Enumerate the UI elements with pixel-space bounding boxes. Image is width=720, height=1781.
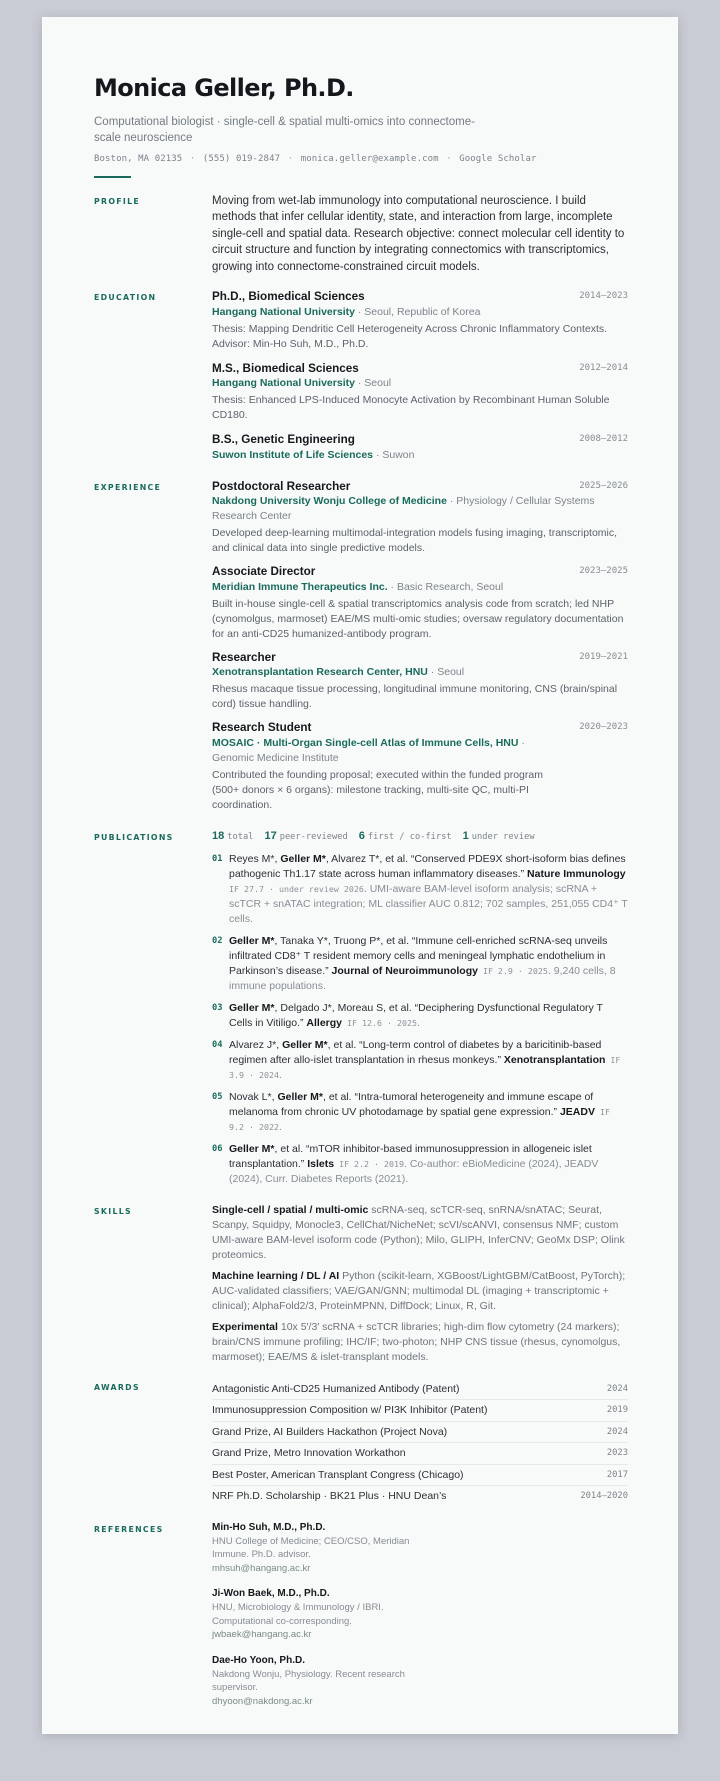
publication-number: 03	[212, 1002, 223, 1013]
contact-email-link[interactable]: monica.geller@example.com	[300, 154, 439, 164]
employer	[212, 665, 628, 680]
education-section	[94, 289, 628, 463]
citation-authors: Novak L*,	[229, 1090, 278, 1103]
employer-detail: · Physiology / Cellular Systems Research Center	[212, 495, 595, 523]
contact-location: Boston, MA 02135	[94, 154, 183, 164]
award-row	[212, 1465, 628, 1487]
reference-affiliation: HNU College of Medicine; CEO/CSO, Meridian Immune. Ph.D. advisor.	[212, 1535, 410, 1561]
section-label-education: EDUCATION	[94, 293, 157, 303]
employer-detail: · Genomic Medicine Institute	[212, 736, 525, 764]
citation-journal: Journal of Neuroimmunology	[331, 964, 478, 977]
citation-meta: IF 2.9 · 2025	[477, 965, 548, 976]
experience-list	[212, 479, 628, 813]
citation-journal: Allergy	[306, 1016, 343, 1029]
citation-self: Geller M*	[277, 1090, 323, 1103]
profile-text: Moving from wet-lab immunology into computational neuroscience. I build methods that infer cellular identity, state, and interaction from large, incomplete single-cell and spatial data. Research objective: connect molecular cell identity to circuit structure and function by integrating connectomics with transcriptomics, growing into connectome-constrained circuit models.	[212, 195, 625, 273]
job-description: Rhesus macaque tissue processing, longitudinal immune monitoring, CNS (brain/spinal cord) tissue handling.	[212, 683, 618, 711]
publication-item	[212, 934, 628, 994]
citation-meta: IF 9.2 · 2022	[229, 1106, 610, 1132]
job-title: Associate Director	[212, 565, 316, 579]
skill-group	[212, 1269, 628, 1314]
publication-citation	[229, 934, 628, 994]
award-title: Grand Prize, Metro Innovation Workathon	[212, 1447, 406, 1460]
experience-entry	[212, 720, 628, 813]
institution-location: · Seoul, Republic of Korea	[354, 305, 481, 318]
stat-peer-label: peer-reviewed	[279, 831, 348, 842]
employer-name: MOSAIC · Multi-Organ Single-cell Atlas of Immune Cells, HNU	[212, 736, 519, 749]
publication-citation	[229, 1038, 628, 1083]
skill-group-items: Python (scikit-learn, XGBoost/LightGBM/CatBoost, PyTorch); AUC-validated classifiers; VAE/GAN/GNN; multimodal DL (imaging + transcriptomic + clinical); AlphaFold2/3, ProteinMPNN, DiffDock; Linux, R, Git.	[212, 1269, 626, 1312]
award-year: 2017	[606, 1469, 628, 1480]
publication-item	[212, 1090, 628, 1135]
publications-list	[212, 829, 628, 1187]
citation-journal: Nature Immunology	[527, 867, 626, 880]
section-label-profile: PROFILE	[94, 197, 140, 206]
entry-dates: 2012–2014	[579, 362, 628, 373]
citation-title: , et al. “mTOR inhibitor-based immunosuppression in allogeneic islet transplantation.”	[229, 1142, 592, 1170]
education-list	[212, 289, 628, 463]
header-accent-rule	[94, 176, 131, 178]
citation-self: Geller M*	[280, 852, 326, 865]
thesis-description: Thesis: Mapping Dendritic Cell Heterogeneity Across Chronic Inflammatory Contexts. Advisor: Min-Ho Suh, M.D., Ph.D.	[212, 322, 608, 350]
award-title: Best Poster, American Transplant Congress (Chicago)	[212, 1468, 464, 1481]
job-description: Developed deep-learning multimodal-integration models fusing imaging, transcriptomic, and clinical data into single predictive models.	[212, 527, 618, 555]
degree-title: Ph.D., Biomedical Sciences	[212, 290, 365, 304]
resume-content	[94, 72, 628, 1720]
employer-detail: · Seoul	[427, 666, 465, 679]
experience-entry	[212, 650, 628, 713]
awards-section	[94, 1379, 628, 1507]
reference-email-link[interactable]: mhsuh@hangang.ac.kr	[212, 1562, 311, 1574]
citation-title: , Delgado J*, Moreau S, et al. “Deciphering Dysfunctional Regulatory T Cells in Vitiligo.”	[229, 1001, 603, 1029]
job-description: Built in-house single-cell & spatial transcriptomics analysis code from scratch; led NHP (cynomolgus, marmoset) EAE/MS multi-omic studies; oversaw regulatory documentation for an anti-CD25 humanized-antibody program.	[212, 597, 624, 640]
publication-number: 02	[212, 935, 223, 946]
publication-number: 04	[212, 1039, 223, 1050]
award-row	[212, 1400, 628, 1422]
publication-item	[212, 1001, 628, 1031]
reference-email-link[interactable]: dhyoon@nakdong.ac.kr	[212, 1695, 313, 1707]
references-list	[212, 1521, 628, 1721]
experience-entry	[212, 564, 628, 642]
section-label-publications: PUBLICATIONS	[94, 832, 174, 842]
reference-card	[212, 1521, 424, 1576]
citation-note: . UMI-aware BAM-level isoform analysis; scRNA + scTCR + snATAC integration; ML classifier AUC 0.812; 702 samples, 251,055 CD4⁺ T cells.	[229, 882, 628, 925]
employer	[212, 494, 628, 524]
citation-journal: Xenotransplantation	[503, 1053, 606, 1066]
publication-item	[212, 852, 628, 927]
employer-detail: · Basic Research, Seoul	[387, 580, 504, 593]
job-title: Research Student	[212, 721, 312, 735]
publication-number: 01	[212, 853, 223, 864]
entry-dates: 2008–2012	[579, 434, 628, 445]
resume-page	[42, 17, 678, 1734]
institution	[212, 305, 628, 320]
section-label-skills: SKILLS	[94, 1206, 132, 1216]
award-row	[212, 1422, 628, 1444]
reference-card	[212, 1654, 424, 1709]
award-year: 2014–2020	[580, 1491, 628, 1502]
citation-note: .	[416, 1016, 420, 1029]
citation-title: , Alvarez T*, et al. “Conserved PDE9X short-isoform bias defines pathogenic Th1.17 state across human inflammatory diseases.”	[229, 852, 626, 880]
entry-dates: 2020–2023	[579, 722, 628, 733]
entry-dates: 2019–2021	[579, 651, 628, 662]
stat-review-label: under review	[471, 831, 535, 842]
award-title: Immunosuppression Composition w/ PI3K Inhibitor (Patent)	[212, 1404, 488, 1417]
publication-citation	[229, 1142, 628, 1187]
award-row	[212, 1486, 628, 1507]
award-year: 2019	[606, 1405, 628, 1416]
citation-note: .	[278, 1120, 282, 1133]
reference-name: Dae-Ho Yoon, Ph.D.	[212, 1654, 305, 1666]
reference-affiliation: Nakdong Wonju, Physiology. Recent research supervisor.	[212, 1668, 405, 1694]
publications-section	[94, 829, 628, 1187]
section-label-awards: AWARDS	[94, 1382, 140, 1392]
resume-header	[94, 72, 628, 178]
experience-section	[94, 479, 628, 813]
awards-list	[212, 1379, 628, 1507]
citation-authors: Alvarez J*,	[229, 1038, 283, 1051]
citation-self: Geller M*	[229, 1001, 275, 1014]
degree-title: B.S., Genetic Engineering	[212, 433, 355, 447]
institution	[212, 448, 628, 463]
employer-name: Xenotransplantation Research Center, HNU	[212, 666, 428, 679]
education-entry	[212, 432, 628, 463]
citation-meta: IF 2.2 · 2019	[334, 1158, 405, 1169]
citation-journal: Islets	[307, 1157, 335, 1170]
publication-citation	[229, 1090, 628, 1135]
institution-name: Hangang National University	[212, 377, 355, 390]
citation-note: .	[278, 1068, 282, 1081]
citation-note: . Co-author: eBioMedicine (2024), JEADV (2024), Curr. Diabetes Reports (2021).	[229, 1157, 599, 1185]
skills-section	[94, 1203, 628, 1365]
citation-self: Geller M*	[229, 934, 275, 947]
education-entry	[212, 361, 628, 424]
employer	[212, 580, 628, 595]
job-title: Researcher	[212, 650, 276, 664]
publication-stats	[212, 829, 628, 844]
institution-name: Hangang National University	[212, 305, 355, 318]
citation-journal: JEADV	[559, 1105, 595, 1118]
reference-affiliation: HNU, Microbiology & Immunology / IBRI. Computational co-corresponding.	[212, 1602, 384, 1627]
candidate-tagline: Computational biologist · single-cell & spatial multi-omics into connectome-scale neuroscience	[94, 116, 475, 144]
publication-number: 05	[212, 1091, 223, 1102]
employer	[212, 736, 628, 766]
institution	[212, 376, 628, 391]
award-title: Grand Prize, AI Builders Hackathon (Project Nova)	[212, 1425, 448, 1438]
stat-first-count: 6	[358, 829, 365, 842]
google-scholar-link[interactable]: Google Scholar	[459, 154, 537, 164]
entry-dates: 2025–2026	[579, 480, 628, 491]
award-title: NRF Ph.D. Scholarship · BK21 Plus · HNU Dean’s	[212, 1490, 447, 1503]
contact-phone: (555) 019-2847	[202, 154, 281, 164]
reference-email-link[interactable]: jwbaek@hangang.ac.kr	[212, 1629, 312, 1641]
employer-name: Meridian Immune Therapeutics Inc.	[212, 580, 388, 593]
contact-line: Boston, MA 02135 · (555) 019-2847 · monica.geller@example.com · Google Scholar	[94, 154, 537, 164]
employer-name: Nakdong University Wonju College of Medicine	[212, 495, 447, 508]
stat-total-label: total	[227, 831, 254, 842]
citation-authors: Reyes M*,	[229, 852, 281, 865]
education-entry	[212, 289, 628, 352]
citation-meta: IF 12.6 · 2025	[342, 1017, 417, 1028]
candidate-name: Monica Geller, Ph.D.	[94, 74, 354, 102]
reference-card	[212, 1587, 424, 1642]
award-title: Antagonistic Anti-CD25 Humanized Antibody (Patent)	[212, 1382, 460, 1395]
skill-group-title: Single-cell / spatial / multi-omic	[212, 1203, 369, 1216]
profile-section	[94, 193, 628, 275]
award-year: 2024	[606, 1426, 628, 1437]
award-row	[212, 1379, 628, 1401]
publication-item	[212, 1142, 628, 1187]
degree-title: M.S., Biomedical Sciences	[212, 361, 359, 375]
citation-self: Geller M*	[229, 1142, 275, 1155]
citation-title: , et al. “Long-term control of diabetes by a baricitinib-based regimen after allo-islet transplantation in rhesus monkeys.”	[229, 1038, 602, 1066]
citation-title: , et al. “Intra-tumoral heterogeneity and immune escape of melanoma from chronic UV photodamage by spatial gene expression.”	[229, 1090, 594, 1118]
institution-location: · Seoul	[354, 377, 392, 390]
stat-review-count: 1	[462, 829, 469, 842]
stat-first-label: first / co-first	[367, 831, 452, 842]
publication-citation	[229, 852, 628, 927]
skill-group	[212, 1203, 628, 1263]
skills-list	[212, 1203, 628, 1365]
reference-name: Ji-Won Baek, M.D., Ph.D.	[212, 1588, 330, 1600]
job-description: Contributed the founding proposal; executed within the funded program (500+ donors × 6 organs): milestone tracking, multi-site QC, multi-PI coordination.	[212, 768, 543, 811]
thesis-description: Thesis: Enhanced LPS-Induced Monocyte Activation by Recombinant Human Soluble CD180.	[212, 394, 610, 422]
references-section	[94, 1521, 628, 1721]
award-row	[212, 1443, 628, 1465]
institution-location: · Suwon	[373, 448, 415, 461]
citation-note: . 9,240 cells, 8 immune populations.	[229, 964, 616, 992]
reference-name: Min-Ho Suh, M.D., Ph.D.	[212, 1521, 326, 1533]
citation-meta: IF 27.7 · under review 2026	[229, 883, 364, 894]
section-label-experience: EXPERIENCE	[94, 482, 162, 492]
citation-title: , Tanaka Y*, Truong P*, et al. “Immune cell-enriched scRNA-seq unveils infiltrated CD8⁺ T resident memory cells and meningeal lymphatic endothelium in Parkinson’s disease.”	[229, 934, 608, 977]
skill-group-items: scRNA-seq, scTCR-seq, snRNA/snATAC; Seurat, Scanpy, Squidpy, Monocle3, CellChat/NicheNet; scVI/scANVI, consensus NMF; custom UMI-aware BAM-level isoform code (Python); Milo, GLIPH, InferCNV; GeoMx DSP; Olink proteomics.	[212, 1203, 625, 1261]
stat-total-count: 18	[212, 829, 225, 842]
skill-group-items: 10x 5′/3′ scRNA + scTCR libraries; high-dim flow cytometry (24 markers); brain/CNS immune profiling; IHC/IF; two-photon; NHP CNS tissue (rhesus, cynomolgus, marmoset); EAE/MS & islet-transplant models.	[212, 1320, 621, 1363]
entry-dates: 2014–2023	[579, 291, 628, 302]
job-title: Postdoctoral Researcher	[212, 479, 351, 493]
publication-citation	[229, 1001, 628, 1031]
section-label-references: REFERENCES	[94, 1524, 164, 1534]
stat-peer-count: 17	[264, 829, 277, 842]
award-year: 2024	[606, 1383, 628, 1394]
experience-entry	[212, 479, 628, 557]
entry-dates: 2023–2025	[579, 566, 628, 577]
publication-number: 06	[212, 1143, 223, 1154]
publication-item	[212, 1038, 628, 1083]
award-year: 2023	[606, 1448, 628, 1459]
citation-self: Geller M*	[282, 1038, 328, 1051]
citation-meta: IF 3.9 · 2024	[229, 1054, 621, 1080]
skill-group-title: Machine learning / DL / AI	[212, 1269, 340, 1282]
skill-group	[212, 1320, 628, 1365]
skill-group-title: Experimental	[212, 1320, 278, 1333]
institution-name: Suwon Institute of Life Sciences	[212, 448, 374, 461]
